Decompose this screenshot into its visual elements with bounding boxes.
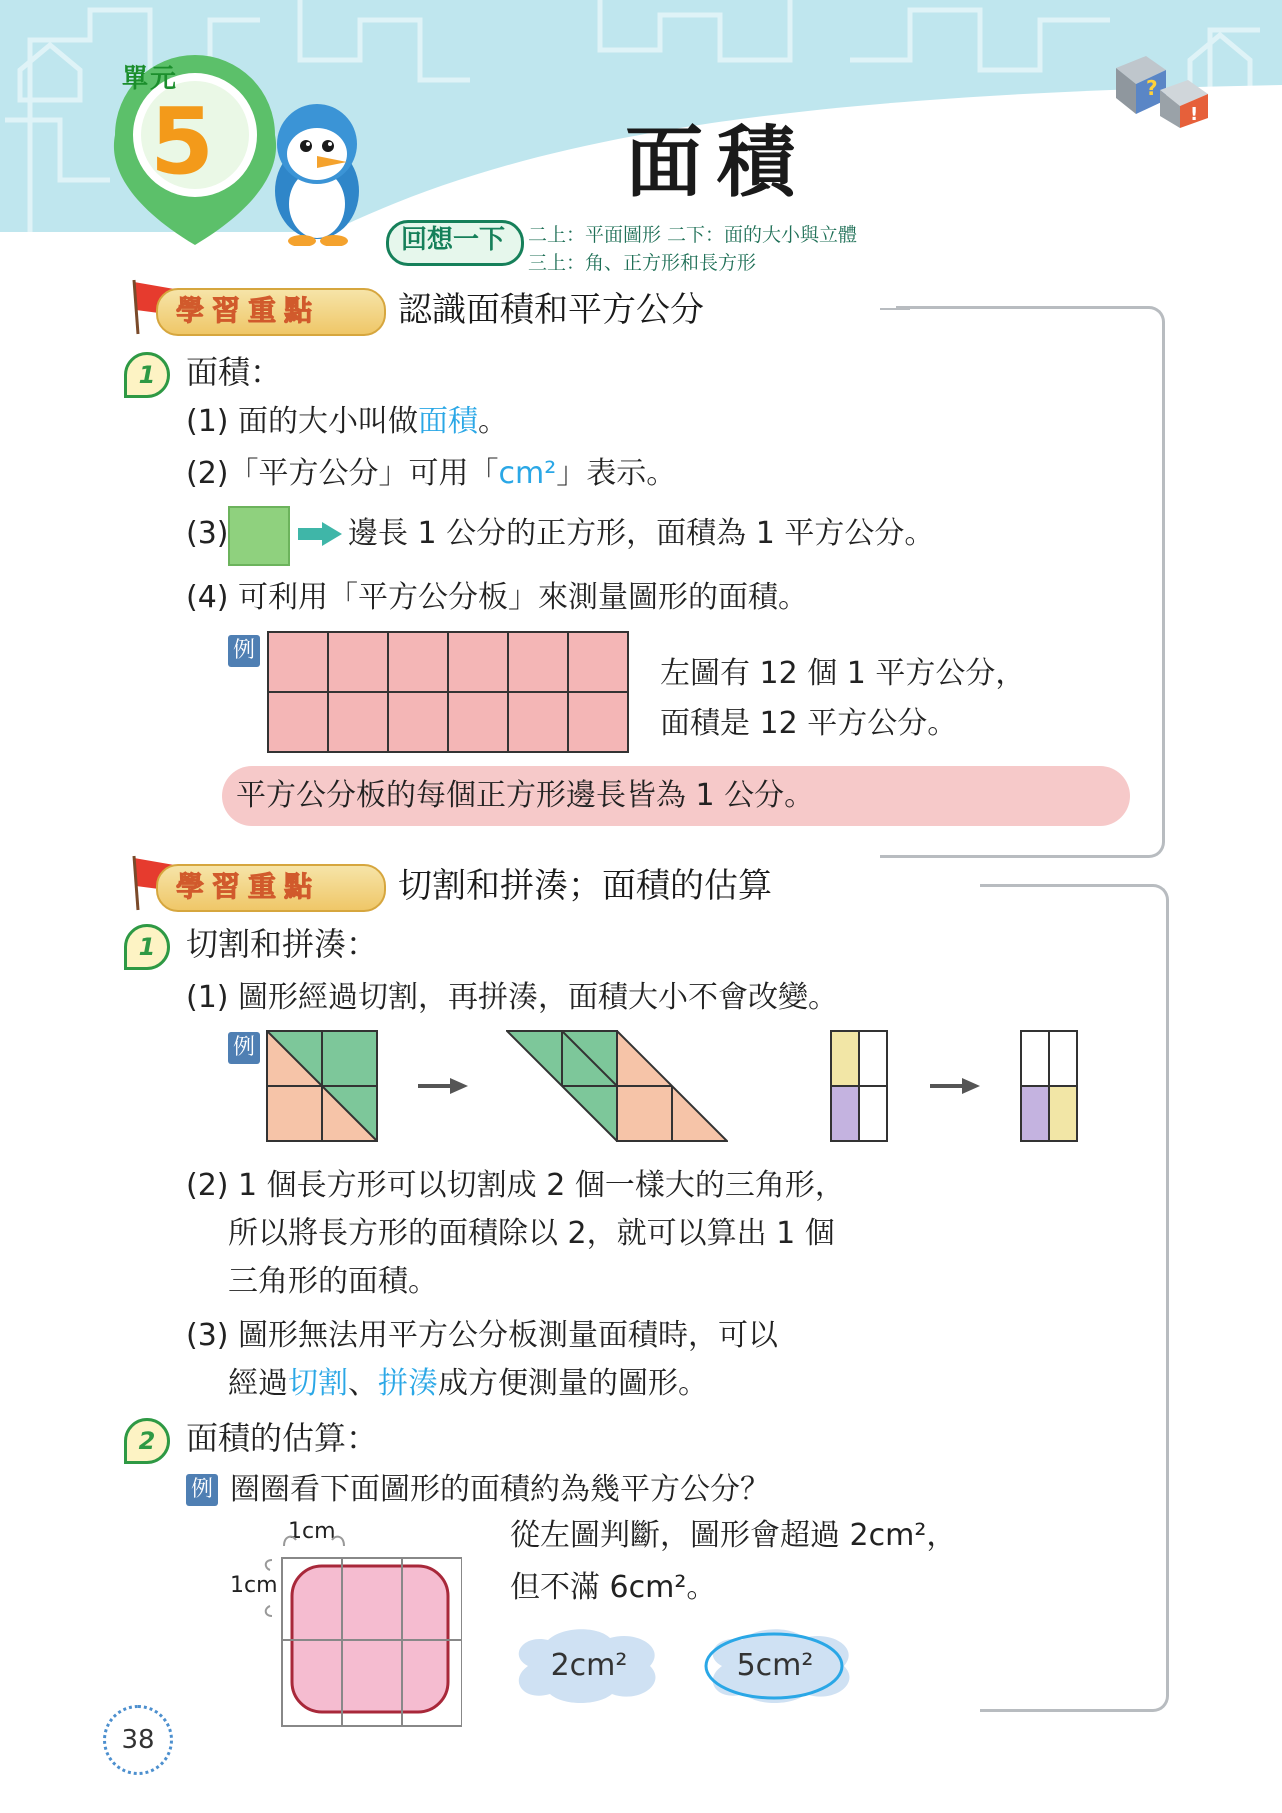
- s2-line3b-mid: 、: [348, 1366, 378, 1401]
- s1-line2: [186, 454, 676, 494]
- grid-cell: [268, 692, 328, 752]
- rearranged-rectangle-figure: [1020, 1030, 1078, 1142]
- s1-example-text1: 左圖有 12 個 1 平方公分，: [660, 656, 1026, 691]
- s2-line1: (1) 圖形經過切割，再拼湊，面積大小不會改變。: [186, 980, 839, 1015]
- grid-cell: [388, 692, 448, 752]
- svg-text:!: !: [1190, 104, 1199, 125]
- item1-title: 面積：: [186, 353, 283, 391]
- s1-line1: [186, 402, 508, 442]
- s2-line3b: [228, 1364, 708, 1404]
- s1-line3-prefix: (3): [186, 516, 229, 551]
- s2-example2-tag: 例: [186, 1474, 218, 1506]
- note-text: 平方公分板的每個正方形邊長皆為 1 公分。: [236, 778, 815, 813]
- section1-tag-label: 學習重點: [176, 294, 321, 327]
- grid-cell: [388, 632, 448, 692]
- unit-number: 5: [150, 88, 215, 195]
- s2-line3b-pre: 經過: [228, 1366, 288, 1401]
- option-5cm2-selected[interactable]: 5cm²: [736, 1648, 814, 1683]
- cut-square-figure: [266, 1030, 378, 1142]
- term-join: 拼湊: [378, 1366, 438, 1401]
- s2-line3b-end: 成方便測量的圖形。: [438, 1366, 708, 1401]
- s1-term-area: 面積: [418, 404, 479, 439]
- square-cm-grid: [266, 630, 630, 754]
- item1-badge: 1: [124, 352, 170, 398]
- s2-line3a: (3) 圖形無法用平方公分板測量面積時，可以: [186, 1318, 779, 1353]
- grid-cell: [268, 632, 328, 692]
- section2-tag-label: 學習重點: [176, 870, 321, 903]
- green-unit-square: [228, 506, 290, 566]
- penguin-mascot: [262, 96, 372, 246]
- s1-line2-text-b: 」表示。: [556, 456, 677, 491]
- section1-bracket-mask: [880, 294, 896, 314]
- s2-line2c: 三角形的面積。: [228, 1264, 438, 1299]
- s2-item1-title: 切割和拼湊：: [186, 925, 379, 963]
- arrow-right-icon: [298, 522, 342, 546]
- dim-top-label: 1cm: [288, 1519, 336, 1544]
- s2-line2a: (2) 1 個長方形可以切割成 2 個一樣大的三角形，: [186, 1168, 845, 1203]
- grid-cell: [568, 692, 628, 752]
- section2-bracket: [980, 884, 1169, 1712]
- term-cut: 切割: [288, 1366, 348, 1401]
- puzzle-cubes-icon: [1108, 48, 1218, 128]
- section2-title: 切割和拼湊；面積的估算: [398, 866, 772, 906]
- s1-example-text2: 面積是 12 平方公分。: [660, 706, 958, 741]
- grid-cell: [328, 692, 388, 752]
- s2-ex2-text1: 從左圖判斷，圖形會超過 2cm²，: [510, 1518, 957, 1553]
- s1-line2-text-a: (2)「平方公分」可用「: [186, 456, 499, 491]
- arrow-right-icon: [418, 1076, 468, 1096]
- option-2cm2[interactable]: 2cm²: [550, 1648, 628, 1683]
- grid-cell: [568, 632, 628, 692]
- s2-item2-badge: 2: [124, 1418, 170, 1464]
- page-title: 面積: [625, 118, 810, 208]
- example-tag: 例: [228, 635, 260, 667]
- s1-line1-text: (1) 面的大小叫做: [186, 404, 419, 439]
- section1-title: 認識面積和平方公分: [398, 290, 704, 330]
- grid-cell: [328, 632, 388, 692]
- s1-line4: (4) 可利用「平方公分板」來測量圖形的面積。: [186, 580, 809, 615]
- split-rectangle-figure: [830, 1030, 888, 1142]
- unit-label: 單元: [122, 64, 179, 94]
- page-number: 38: [103, 1705, 173, 1775]
- s2-item2-title: 面積的估算：: [186, 1419, 379, 1457]
- s2-line2b: 所以將長方形的面積除以 2，就可以算出 1 個: [228, 1216, 835, 1251]
- s2-item1-badge: 1: [124, 924, 170, 970]
- grid-cell: [448, 632, 508, 692]
- estimate-shape-figure: [262, 1530, 462, 1730]
- grid-cell: [508, 632, 568, 692]
- recall-line-1: 二上：平面圖形 二下：面的大小與立體: [528, 224, 858, 246]
- s1-line1-end: 。: [478, 404, 509, 439]
- s2-ex2-text2: 但不滿 6cm²。: [510, 1570, 717, 1605]
- arrow-right-icon: [930, 1076, 980, 1096]
- rearranged-parallelogram-figure: [506, 1030, 728, 1142]
- dim-left-label: 1cm: [230, 1573, 278, 1598]
- s2-ex2-question: 圈圈看下面圖形的面積約為幾平方公分？: [230, 1472, 770, 1507]
- svg-text:?: ?: [1146, 76, 1158, 100]
- s1-line3: 邊長 1 公分的正方形，面積為 1 平方公分。: [348, 516, 935, 551]
- section1-rule: [880, 308, 910, 310]
- grid-cell: [508, 692, 568, 752]
- recall-label: 回想一下: [400, 225, 505, 255]
- recall-line-2: 三上：角、正方形和長方形: [528, 252, 757, 274]
- s1-unit-cm2: cm²: [498, 456, 557, 491]
- s2-example-tag: 例: [228, 1032, 260, 1064]
- grid-cell: [448, 692, 508, 752]
